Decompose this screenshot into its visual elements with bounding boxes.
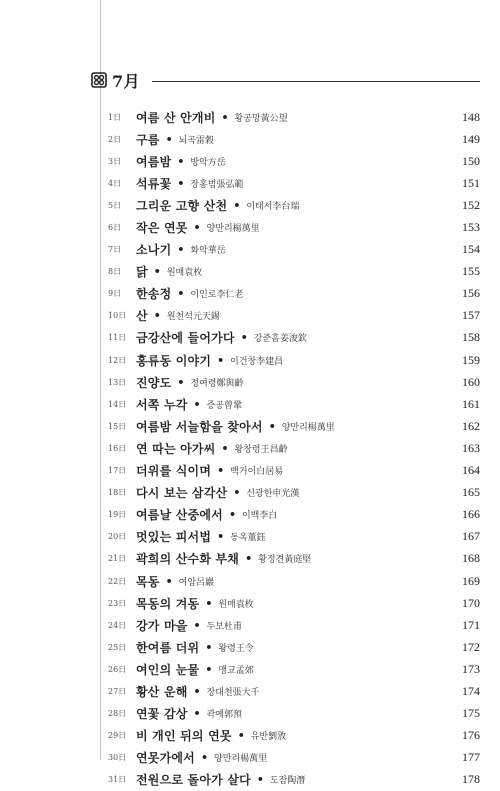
entry-title: 작은 연못 <box>136 221 188 236</box>
bullet-separator: • <box>268 419 276 433</box>
day-label: 26日 <box>108 664 127 674</box>
page-number: 157 <box>462 308 480 323</box>
day-label: 31日 <box>108 775 127 785</box>
day-label: 13日 <box>108 377 127 387</box>
bullet-separator: • <box>193 221 201 235</box>
entry-author: 양만리楊萬里 <box>214 754 268 765</box>
day-label: 11日 <box>108 333 127 343</box>
entry-author: 두보杜甫 <box>206 621 242 632</box>
page-number: 177 <box>462 750 480 765</box>
page-number: 160 <box>462 374 480 389</box>
entry-title: 다시 보는 삼각산 <box>136 486 228 501</box>
page-number: 163 <box>462 440 480 455</box>
day-label: 10日 <box>108 311 127 321</box>
bullet-separator: • <box>165 132 173 146</box>
entry-title: 여름밤 <box>136 154 172 169</box>
page-number: 170 <box>462 595 480 610</box>
entry-author: 맹교孟郊 <box>218 665 254 676</box>
entry-author: 이인로李仁老 <box>190 290 244 301</box>
toc-entry[interactable] <box>108 150 480 172</box>
toc-entry[interactable] <box>108 305 480 327</box>
toc-entry[interactable] <box>108 526 480 548</box>
bullet-separator: • <box>256 773 264 787</box>
ornament-icon <box>90 72 108 88</box>
bullet-separator: • <box>177 243 185 257</box>
page-number: 150 <box>462 153 480 168</box>
day-label: 15日 <box>108 421 127 431</box>
day-label: 14日 <box>108 399 127 409</box>
toc-entry[interactable] <box>108 769 480 791</box>
entry-title: 여인의 눈물 <box>136 662 200 677</box>
page-number: 164 <box>462 463 480 478</box>
toc-entry[interactable] <box>108 349 480 371</box>
day-label: 24日 <box>108 620 127 630</box>
bullet-separator: • <box>217 464 225 478</box>
entry-author: 황공망黃公望 <box>234 113 288 124</box>
toc-entry[interactable] <box>108 172 480 194</box>
day-label: 3日 <box>108 156 122 166</box>
entry-author: 왕창령王昌齡 <box>234 444 288 455</box>
entry-author: 백거이白居易 <box>230 467 284 478</box>
entry-author: 이태서李台瑞 <box>246 201 300 212</box>
entry-author: 원매袁枚 <box>218 599 254 610</box>
day-label: 12日 <box>108 355 127 365</box>
page-number: 168 <box>462 551 480 566</box>
day-label: 20日 <box>108 532 127 542</box>
entry-author: 이백李白 <box>241 511 278 522</box>
page-number: 161 <box>462 396 480 411</box>
bullet-separator: • <box>217 530 225 544</box>
entry-author: 화악華岳 <box>190 246 226 257</box>
bullet-separator: • <box>193 397 201 411</box>
day-label: 17日 <box>108 466 127 476</box>
bullet-separator: • <box>177 176 185 190</box>
toc-entry[interactable] <box>108 128 480 150</box>
toc-entry[interactable] <box>108 239 480 261</box>
toc-entry[interactable] <box>108 106 480 128</box>
toc-entry[interactable] <box>108 703 480 725</box>
day-label: 29日 <box>108 731 127 741</box>
toc-entry[interactable] <box>108 216 480 238</box>
bullet-separator: • <box>205 596 213 610</box>
day-label: 5日 <box>108 200 122 210</box>
page-number: 175 <box>462 706 480 721</box>
toc-entry[interactable] <box>108 437 480 459</box>
bullet-separator: • <box>177 154 185 168</box>
toc-entry[interactable] <box>108 504 480 526</box>
toc-entry[interactable] <box>108 592 480 614</box>
page-number: 156 <box>462 286 480 301</box>
bullet-separator: • <box>233 198 241 212</box>
bullet-separator: • <box>193 707 201 721</box>
page-number: 154 <box>462 242 480 257</box>
entry-author: 양만리楊萬里 <box>206 224 260 235</box>
day-label: 23日 <box>108 598 127 608</box>
entry-title: 닭 <box>136 265 148 280</box>
day-label: 19日 <box>108 510 127 520</box>
month-header <box>90 70 480 90</box>
toc-entry[interactable] <box>108 482 480 504</box>
bullet-separator: • <box>228 508 236 522</box>
page-number: 176 <box>462 728 480 743</box>
entry-author: 장대천張大千 <box>206 687 260 698</box>
bullet-separator: • <box>237 729 245 743</box>
toc-entry[interactable] <box>108 570 480 592</box>
entry-title: 한여름 더위 <box>136 640 200 655</box>
entry-title: 곽희의 산수화 부채 <box>136 552 240 567</box>
day-label: 1日 <box>108 112 122 122</box>
entry-title: 소나기 <box>136 243 172 258</box>
page-number: 174 <box>462 683 480 698</box>
page-number: 165 <box>462 485 480 500</box>
entry-author: 뇌곡雷穀 <box>178 135 215 146</box>
page-number: 162 <box>462 418 480 433</box>
entry-title: 연 따는 아가씨 <box>136 441 216 456</box>
entry-author: 강준흠姜浚欽 <box>253 334 307 345</box>
bullet-separator: • <box>193 618 201 632</box>
page-number: 166 <box>462 507 480 522</box>
page-number: 178 <box>462 772 480 787</box>
bullet-separator: • <box>217 353 225 367</box>
header-rule <box>152 81 480 82</box>
page-number: 152 <box>462 197 480 212</box>
page-number: 153 <box>462 220 480 235</box>
entry-title: 홍류동 이야기 <box>136 353 212 368</box>
entry-title: 연꽃 감상 <box>136 707 188 722</box>
toc-entry[interactable] <box>108 658 480 680</box>
day-label: 2日 <box>108 134 122 144</box>
page-number: 155 <box>462 264 480 279</box>
day-label: 22日 <box>108 576 127 586</box>
bullet-separator: • <box>221 110 229 124</box>
entry-title: 석류꽃 <box>136 176 172 191</box>
toc-entry[interactable] <box>108 371 480 393</box>
entry-author: 이건창李建昌 <box>230 356 284 367</box>
toc-list <box>108 106 480 791</box>
page-number: 167 <box>462 529 480 544</box>
day-label: 25日 <box>108 642 127 652</box>
margin-line <box>100 0 101 760</box>
entry-author: 신광한申光漢 <box>246 489 300 500</box>
toc-entry[interactable] <box>108 614 480 636</box>
entry-author: 도잠陶潛 <box>269 776 306 787</box>
page-number: 148 <box>462 109 480 124</box>
entry-title: 그리운 고향 산천 <box>136 198 228 213</box>
entry-title: 비 개인 뒤의 연못 <box>136 729 232 744</box>
page-number: 158 <box>462 330 480 345</box>
entry-title: 금강산에 들어가다 <box>136 331 235 346</box>
entry-title: 황산 운해 <box>136 684 188 699</box>
bullet-separator: • <box>205 640 213 654</box>
entry-title: 연못가에서 <box>136 751 195 766</box>
day-label: 7日 <box>108 245 122 255</box>
entry-title: 산 <box>136 309 148 324</box>
bullet-separator: • <box>240 331 248 345</box>
page-number: 172 <box>462 639 480 654</box>
entry-author: 원매袁枚 <box>166 268 203 279</box>
day-label: 16日 <box>108 443 127 453</box>
bullet-separator: • <box>205 662 213 676</box>
entry-author: 왕령王令 <box>218 643 254 654</box>
bullet-separator: • <box>153 265 161 279</box>
bullet-separator: • <box>200 751 208 765</box>
page-number: 171 <box>462 617 480 632</box>
bullet-separator: • <box>177 375 185 389</box>
month-title: 7月 <box>112 71 141 91</box>
page-number: 159 <box>462 352 480 367</box>
day-label: 4日 <box>108 178 122 188</box>
entry-author: 동옥董鈺 <box>230 533 266 544</box>
entry-title: 멋있는 피서법 <box>136 530 212 545</box>
page-number: 169 <box>462 573 480 588</box>
toc-entry[interactable] <box>108 194 480 216</box>
day-label: 30日 <box>108 753 127 763</box>
entry-author: 유반劉攽 <box>250 732 287 743</box>
entry-title: 더위를 식이며 <box>136 464 212 479</box>
toc-entry[interactable] <box>108 747 480 769</box>
day-label: 18日 <box>108 488 127 498</box>
bullet-separator: • <box>193 684 201 698</box>
day-label: 28日 <box>108 709 127 719</box>
day-label: 21日 <box>108 554 127 564</box>
toc-entry[interactable] <box>108 460 480 482</box>
entry-title: 구름 <box>136 132 160 147</box>
entry-author: 증공曾鞏 <box>206 400 242 411</box>
toc-entry[interactable] <box>108 725 480 747</box>
entry-author: 방악方岳 <box>190 157 226 168</box>
toc-entry[interactable] <box>108 393 480 415</box>
day-label: 8日 <box>108 267 122 277</box>
entry-title: 진양도 <box>136 375 172 390</box>
toc-entry[interactable] <box>108 415 480 437</box>
entry-title: 서쪽 누각 <box>136 397 188 412</box>
bullet-separator: • <box>153 309 161 323</box>
entry-author: 황정견黃庭堅 <box>258 555 312 566</box>
bullet-separator: • <box>233 486 241 500</box>
day-label: 9日 <box>108 289 122 299</box>
entry-author: 여암呂巖 <box>178 577 215 588</box>
entry-title: 강가 마을 <box>136 618 188 633</box>
entry-title: 한송정 <box>136 287 172 302</box>
bullet-separator: • <box>165 574 173 588</box>
entry-title: 목동 <box>136 574 160 589</box>
day-label: 6日 <box>108 223 122 233</box>
entry-author: 원천석元天錫 <box>166 312 220 323</box>
entry-title: 여름날 산중에서 <box>136 508 223 523</box>
page-number: 151 <box>462 175 480 190</box>
entry-author: 곽예郭預 <box>206 710 242 721</box>
entry-title: 전원으로 돌아가 살다 <box>136 773 251 788</box>
day-label: 27日 <box>108 686 127 696</box>
toc-entry[interactable] <box>108 548 480 570</box>
entry-title: 여름밤 서늘함을 찾아서 <box>136 419 263 434</box>
bullet-separator: • <box>245 552 253 566</box>
page-number: 173 <box>462 661 480 676</box>
bullet-separator: • <box>177 287 185 301</box>
bullet-separator: • <box>221 441 229 455</box>
entry-author: 정여령鄭與齡 <box>190 378 244 389</box>
page-number: 149 <box>462 131 480 146</box>
toc-entry[interactable] <box>108 636 480 658</box>
entry-title: 여름 산 안개비 <box>136 110 216 125</box>
toc-entry[interactable] <box>108 327 480 349</box>
entry-author: 양만리楊萬里 <box>281 422 335 433</box>
toc-entry[interactable] <box>108 261 480 283</box>
entry-title: 목동의 겨동 <box>136 596 200 611</box>
toc-entry[interactable] <box>108 680 480 702</box>
entry-author: 장홍범張弘範 <box>190 179 244 190</box>
toc-entry[interactable] <box>108 283 480 305</box>
